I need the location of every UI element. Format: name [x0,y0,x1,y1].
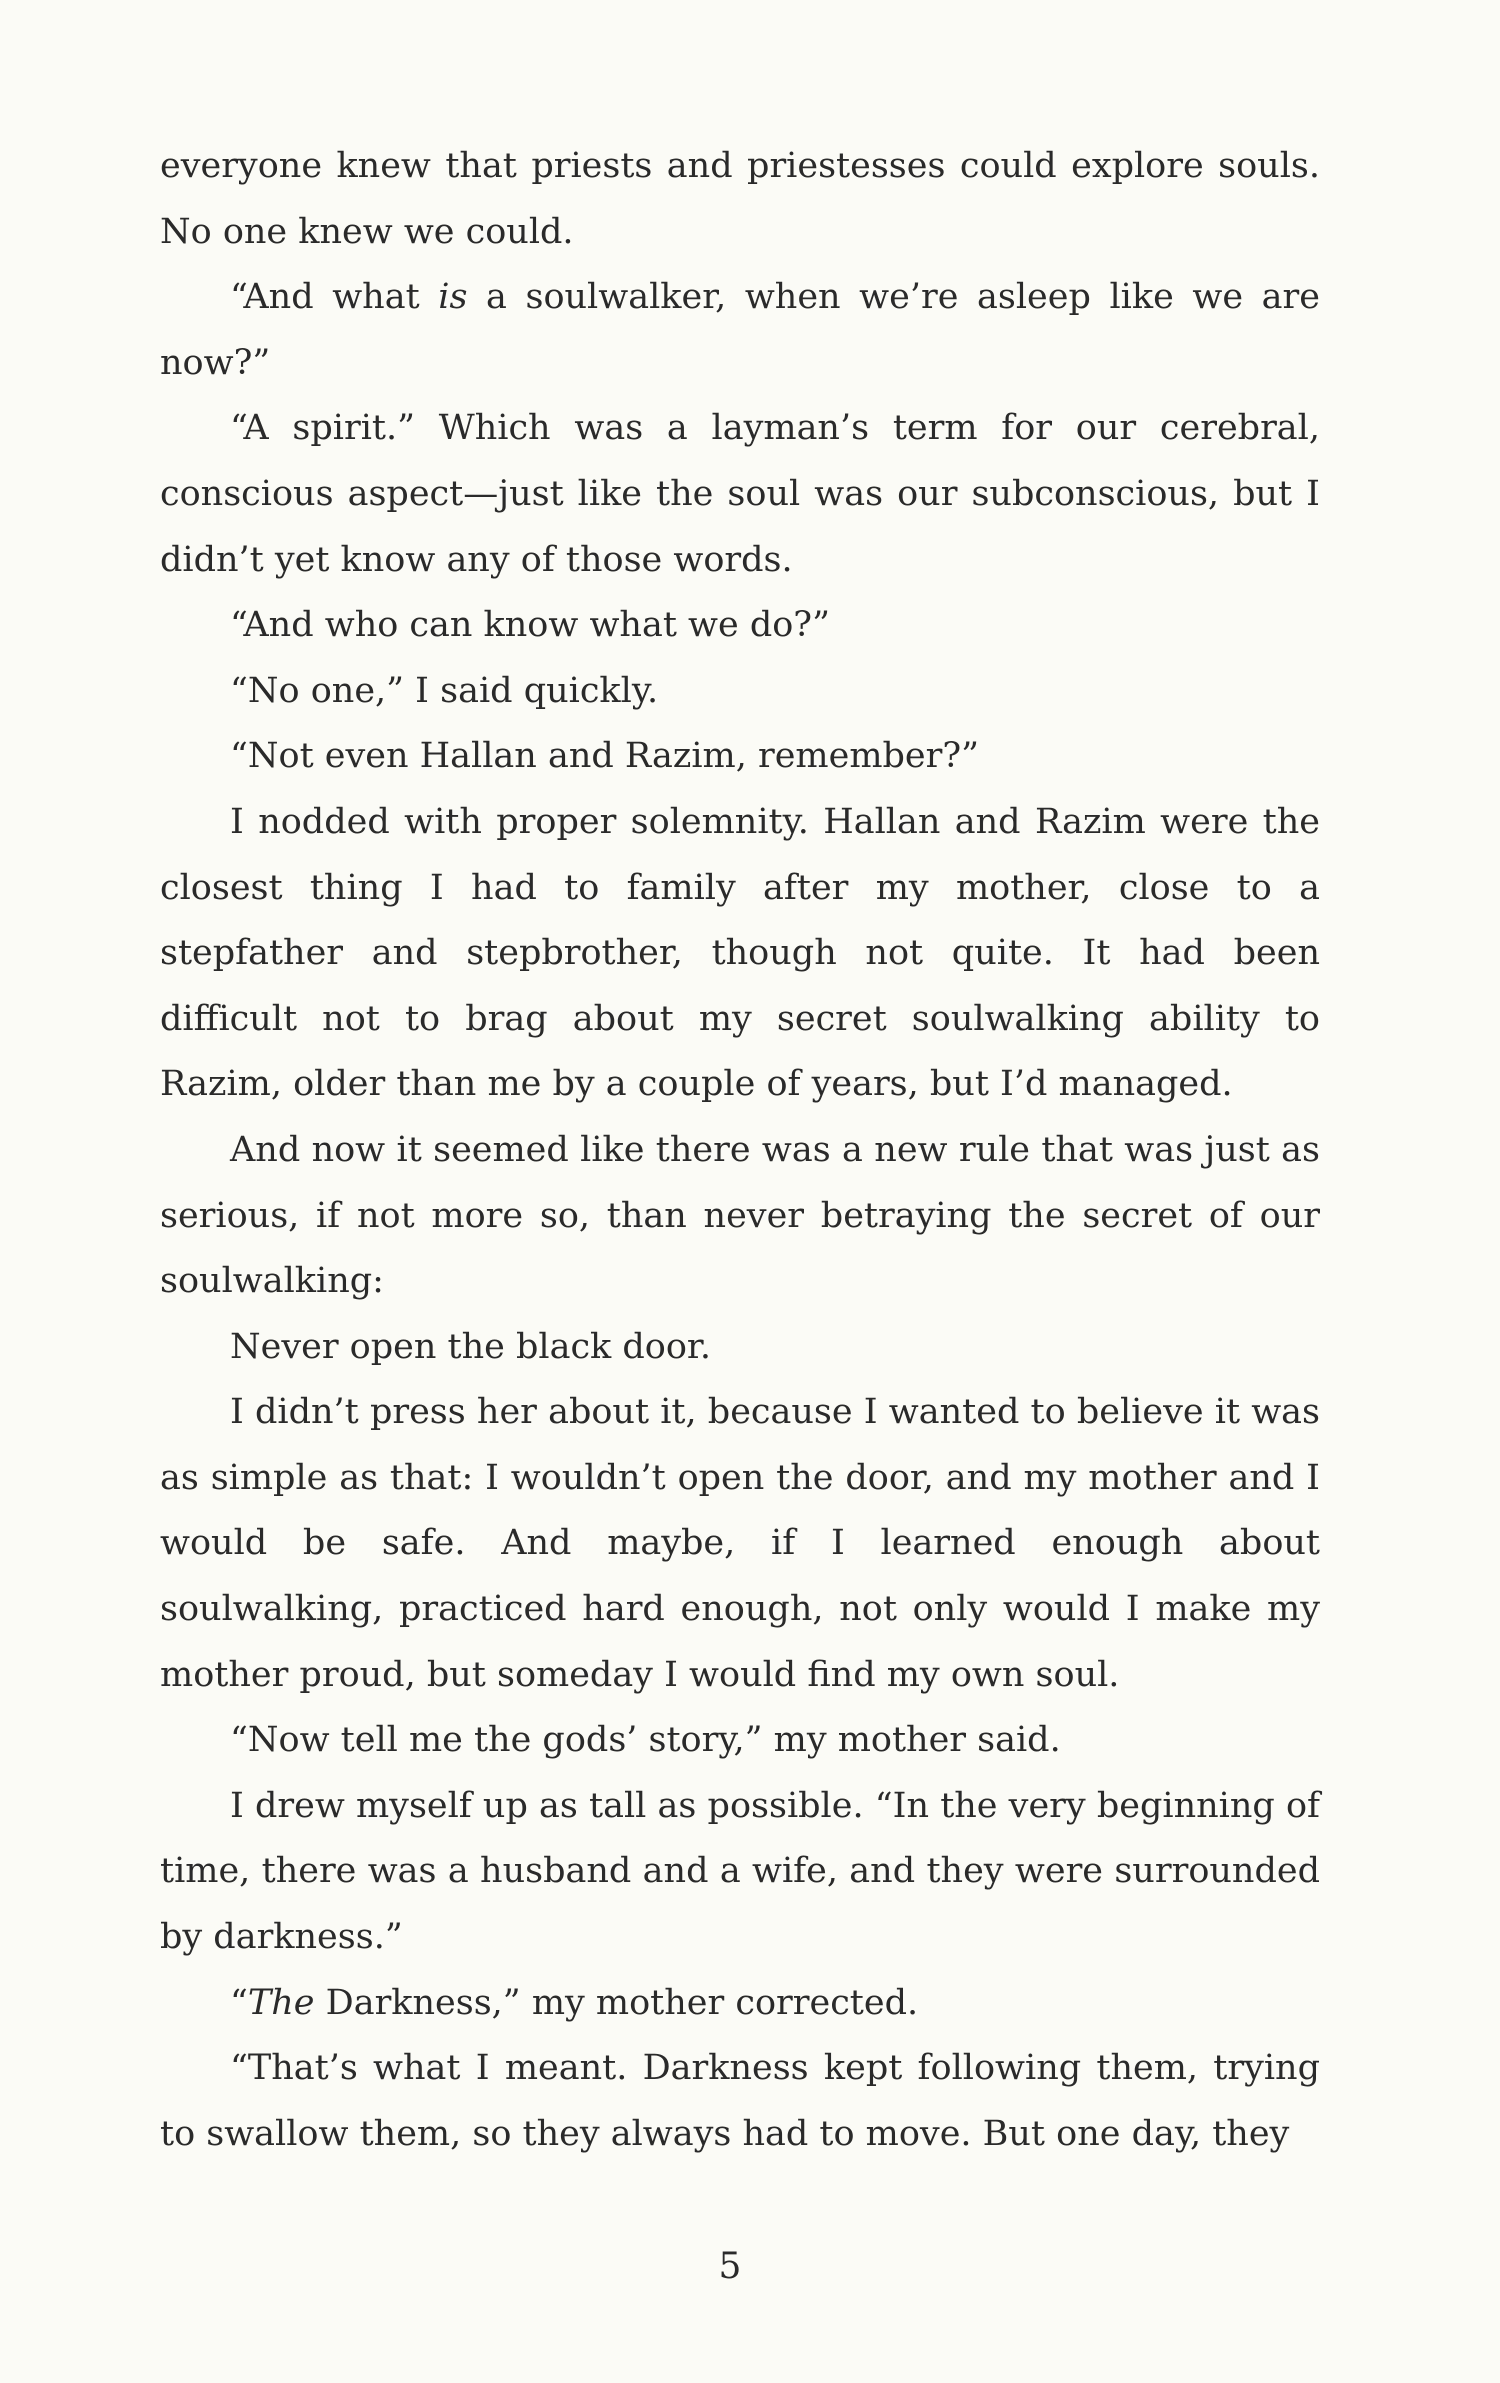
paragraph [160,1380,1320,1708]
text-run: “A spirit.” Which was a layman’s term for our cerebral, conscious aspect—just like the soul was our subconscious, but I didn’t yet know any of those words. [160,408,1320,580]
text-run: “That’s what I meant. Darkness kept following them, trying to swallow them, so they always had to move. But one day, they [160,2048,1320,2154]
paragraph [160,2036,1320,2167]
paragraph [160,1315,1320,1381]
paragraph [160,1774,1320,1971]
italic-text: The [247,1982,315,2023]
paragraph [160,593,1320,659]
text-run: Darkness,” my mother corrected. [314,1982,919,2023]
paragraph [160,396,1320,593]
text-run: a soulwalker, when we’re asleep like we are now?” [160,277,1320,383]
paragraph [160,790,1320,1118]
text-run: Never open the black door. [230,1326,711,1367]
text-run: “No one,” I said quickly. [230,670,659,711]
text-run: I didn’t press her about it, because I wanted to believe it was as simple as that: I wouldn’t open the door, and my mother and I would be safe. And maybe, if I learned enough about soulwalking, practiced hard enough, not only would I make my mother proud, but someday I would find my own soul. [160,1392,1320,1695]
paragraph [160,1708,1320,1774]
paragraph [160,1971,1320,2037]
text-run: everyone knew that priests and priestesses could explore souls. No one knew we could. [160,146,1320,252]
page-number: 5 [718,2246,742,2287]
body-text [160,134,1320,2167]
text-run: I nodded with proper solemnity. Hallan and Razim were the closest thing I had to family after my mother, close to a stepfather and stepbrother, though not quite. It had been difficult not to brag about my secret soulwalking ability to Razim, older than me by a couple of years, but I’d managed. [160,801,1320,1105]
text-run: “ [230,1982,248,2023]
paragraph [160,1118,1320,1315]
paragraph [160,724,1320,790]
text-run: “And what [230,277,439,318]
text-run: “And who can know what we do?” [230,605,830,646]
italic-text: is [438,277,468,318]
text-run: “Not even Hallan and Razim, remember?” [230,736,980,777]
text-run: And now it seemed like there was a new rule that was just as serious, if not more so, than never betraying the secret of our soulwalking: [160,1129,1320,1302]
paragraph [160,265,1320,396]
text-run: I drew myself up as tall as possible. “In the very beginning of time, there was a husband and a wife, and they were surrounded by darkness.” [160,1785,1320,1958]
text-run: “Now tell me the gods’ story,” my mother said. [230,1720,1061,1761]
paragraph [160,659,1320,725]
paragraph [160,134,1320,265]
